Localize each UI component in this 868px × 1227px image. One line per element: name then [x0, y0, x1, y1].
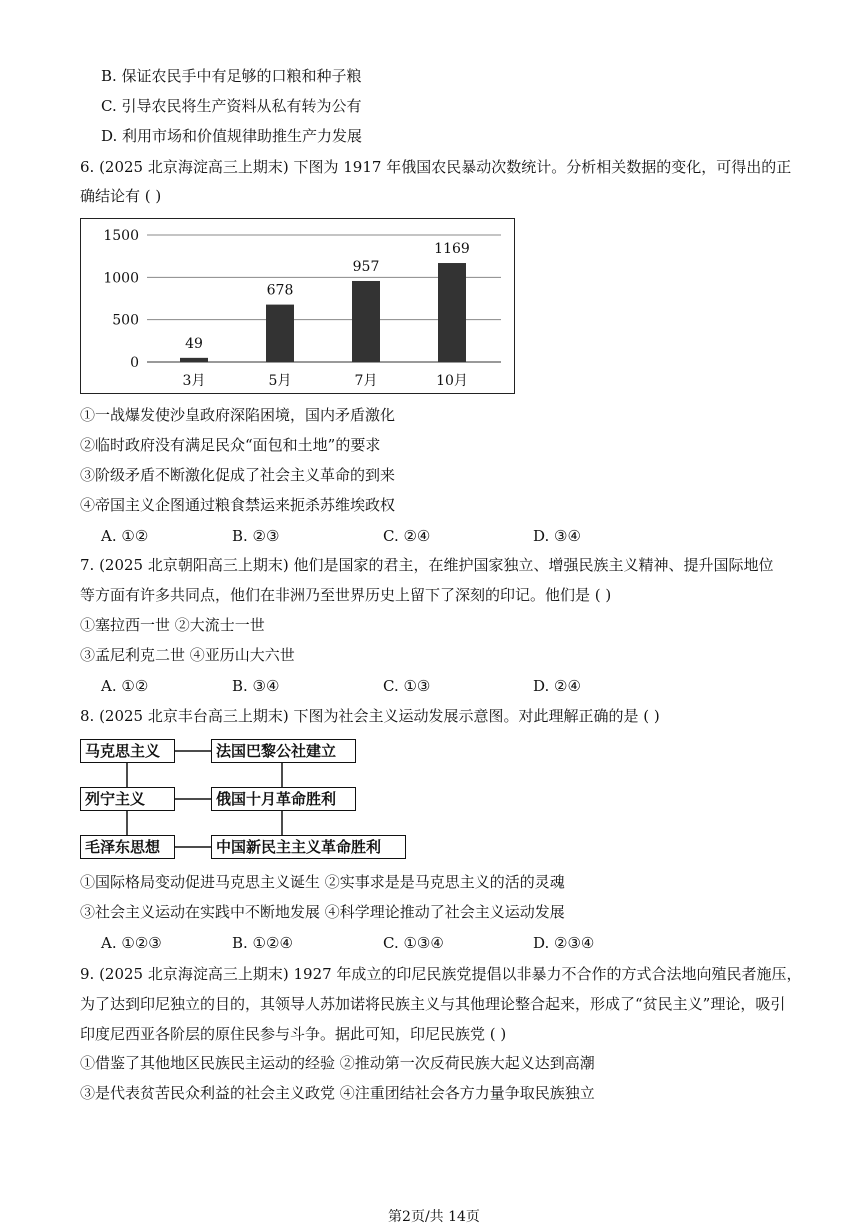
option-c: C. 引导农民将生产资料从私有转为公有	[101, 97, 362, 115]
y-tick-label: 500	[112, 312, 139, 329]
q9-stem-line2: 为了达到印尼独立的目的，其领导人苏加诺将民族主义与其他理论整合起来，形成了“贫民主义”理论，吸引	[80, 995, 786, 1013]
diagram-box-leninism: 列宁主义	[80, 787, 175, 811]
data-label: 1169	[434, 241, 470, 258]
q6-statement-4: ④帝国主义企图通过粮食禁运来扼杀苏维埃政权	[80, 496, 396, 514]
diagram-box-new-democratic-revolution: 中国新民主主义革命胜利	[211, 835, 406, 859]
q7-statement-2: ③孟尼利克二世 ④亚历山大六世	[80, 646, 295, 664]
category-label: 5月	[268, 373, 292, 389]
q6-stem-line1: 6. (2025 北京海淀高三上期末) 下图为 1917 年俄国农民暴动次数统计。分析相关数据的变化，可得出的正	[80, 158, 792, 176]
diagram-box-october-revolution: 俄国十月革命胜利	[211, 787, 356, 811]
q6-statement-1: ①一战爆发使沙皇政府深陷困境，国内矛盾激化	[80, 406, 396, 424]
q7-stem-line2: 等方面有许多共同点，他们在非洲乃至世界历史上留下了深刻的印记。他们是 ( )	[80, 586, 612, 604]
diagram-box-marxism: 马克思主义	[80, 739, 175, 763]
q6-option-d: D. ③④	[533, 527, 581, 545]
q6-option-c: C. ②④	[383, 527, 431, 545]
data-label: 957	[352, 258, 380, 275]
category-label: 7月	[354, 373, 378, 389]
q9-stem-line1: 9. (2025 北京海淀高三上期末) 1927 年成立的印尼民族党提倡以非暴力不合作的方式合法地向殖民者施压，	[80, 965, 802, 983]
q6-statement-3: ③阶级矛盾不断激化促成了社会主义革命的到来	[80, 466, 396, 484]
q8-statement-line1: ①国际格局变动促进马克思主义诞生 ②实事求是是马克思主义的活的灵魂	[80, 873, 565, 891]
y-tick-label: 1500	[103, 228, 139, 244]
diagram-box-maoism: 毛泽东思想	[80, 835, 175, 859]
q7-option-b: B. ③④	[232, 677, 280, 695]
q8-option-a: A. ①②③	[101, 934, 162, 952]
option-b: B. 保证农民手中有足够的口粮和种子粮	[101, 67, 362, 85]
y-tick-label: 0	[130, 355, 139, 371]
y-tick-label: 1000	[103, 270, 139, 287]
q8-option-b: B. ①②④	[232, 934, 293, 952]
q6-statement-2: ②临时政府没有满足民众“面包和土地”的要求	[80, 436, 381, 454]
q8-option-c: C. ①③④	[383, 934, 444, 952]
q9-statement-line2: ③是代表贫苦民众利益的社会主义政党 ④注重团结社会各方力量争取民族独立	[80, 1084, 595, 1102]
q9-stem-line3: 印度尼西亚各阶层的原住民参与斗争。据此可知，印尼民族党 ( )	[80, 1025, 507, 1043]
q7-option-a: A. ①②	[101, 677, 149, 695]
q7-statement-1: ①塞拉西一世 ②大流士一世	[80, 616, 265, 634]
q9-statement-line1: ①借鉴了其他地区民族民主运动的经验 ②推动第一次反荷民族大起义达到高潮	[80, 1054, 595, 1072]
q7-option-d: D. ②④	[533, 677, 581, 695]
q6-option-a: A. ①②	[101, 527, 149, 545]
q8-option-d: D. ②③④	[533, 934, 595, 952]
q8-statement-line2: ③社会主义运动在实践中不断地发展 ④科学理论推动了社会主义运动发展	[80, 903, 565, 921]
data-label: 49	[185, 335, 203, 352]
q6-option-b: B. ②③	[232, 527, 280, 545]
diagram-box-paris-commune: 法国巴黎公社建立	[211, 739, 356, 763]
category-label: 10月	[436, 373, 468, 389]
q6-stem-line2: 确结论有 ( )	[80, 187, 162, 205]
page-footer: 第2页/共 14页	[388, 1209, 480, 1225]
data-label: 678	[266, 282, 294, 299]
option-d: D. 利用市场和价值规律助推生产力发展	[101, 127, 363, 145]
q8-stem: 8. (2025 北京丰台高三上期末) 下图为社会主义运动发展示意图。对此理解正确的是 ( )	[80, 707, 660, 725]
q7-option-c: C. ①③	[383, 677, 431, 695]
category-label: 3月	[182, 373, 206, 389]
q7-stem-line1: 7. (2025 北京朝阳高三上期末) 他们是国家的君主，在维护国家独立、增强民族主义精神、提升国际地位	[80, 556, 774, 574]
